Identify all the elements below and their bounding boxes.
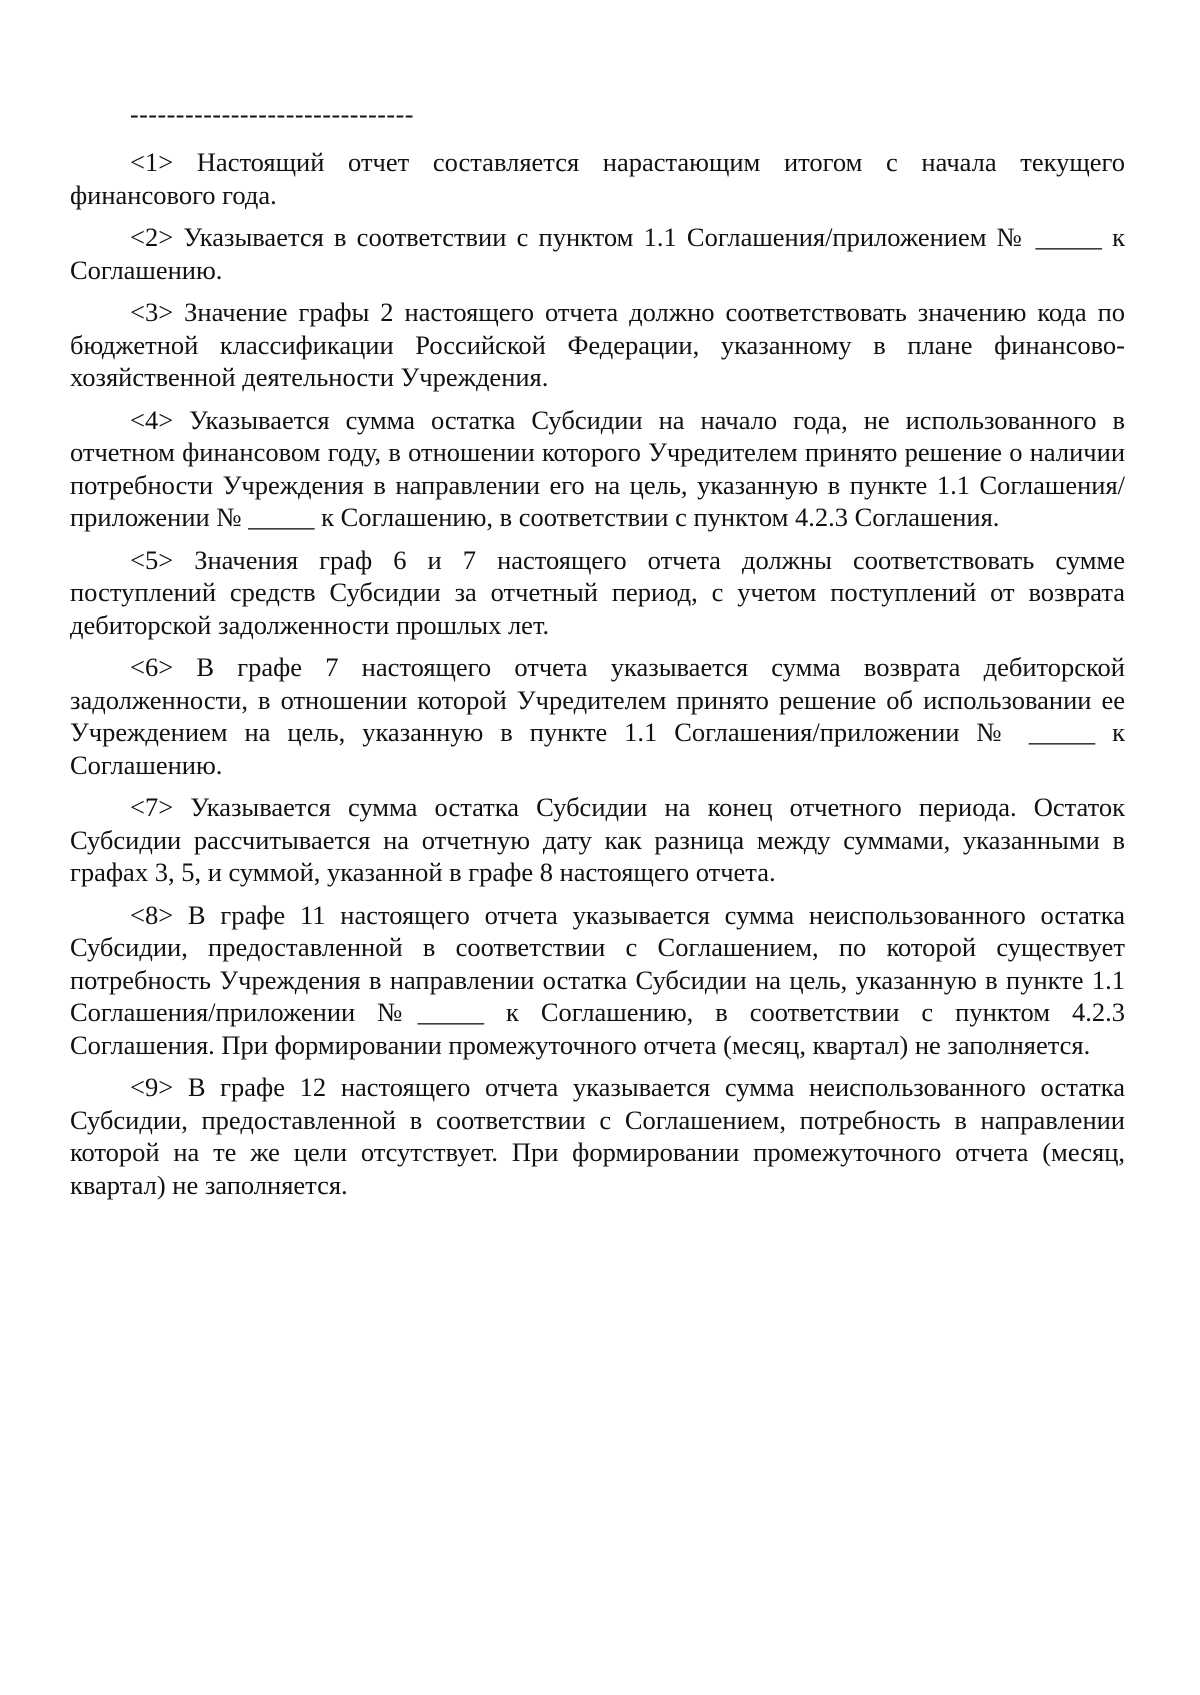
footnote-4: <4> Указывается сумма остатка Субсидии на начало года, не использованного в отчетном финансовом году, в отношении которого Учредителем принято решение о наличии потребности Учреждения в направлении его на цель, указанную в пункте 1.1 Соглашения/приложении № _____ к Соглашению, в соответствии с пунктом 4.2.3 Соглашения.	[70, 404, 1125, 532]
footnote-1: <1> Настоящий отчет составляется нарастающим итогом с начала текущего финансового года.	[70, 147, 1125, 210]
footnote-7: <7> Указывается сумма остатка Субсидии на конец отчетного периода. Остаток Субсидии рассчитывается на отчетную дату как разница между суммами, указанными в графах 3, 5, и суммой, указанной в графе 8 настоящего отчета.	[70, 792, 1125, 887]
footnote-5: <5> Значения граф 6 и 7 настоящего отчета должны соответствовать сумме поступлений средств Субсидии за отчетный период, с учетом поступлений от возврата дебиторской задолженности прошлых лет.	[70, 544, 1125, 640]
footnote-6: <6> В графе 7 настоящего отчета указывается сумма возврата дебиторской задолженности, в отношении которой Учредителем принято решение об использовании ее Учреждением на цель, указанную в пункте 1.1 Соглашения/приложении № _____ к Соглашению.	[70, 652, 1125, 780]
footnote-separator: -------------------------------	[130, 100, 414, 129]
footnote-2: <2> Указывается в соответствии с пунктом 1.1 Соглашения/приложением № _____ к Соглашению.	[70, 222, 1125, 285]
footnote-3: <3> Значение графы 2 настоящего отчета должно соответствовать значению кода по бюджетной классификации Российской Федерации, указанному в плане финансово-хозяйственной деятельности Учреждения.	[70, 297, 1125, 392]
footnote-8: <8> В графе 11 настоящего отчета указывается сумма неиспользованного остатка Субсидии, предоставленной в соответствии с Соглашением, по которой существует потребность Учреждения в направлении остатка Субсидии на цель, указанную в пункте 1.1 Соглашения/приложении №_____ к Соглашению, в соответствии с пунктом 4.2.3 Соглашения. При формировании промежуточного отчета (месяц, квартал) не заполняется.	[70, 899, 1125, 1060]
document-page	[70, 100, 1125, 1211]
footnote-9: <9> В графе 12 настоящего отчета указывается сумма неиспользованного остатка Субсидии, предоставленной в соответствии с Соглашением, потребность в направлении которой на те же цели отсутствует. При формировании промежуточного отчета (месяц, квартал) не заполняется.	[70, 1072, 1125, 1200]
